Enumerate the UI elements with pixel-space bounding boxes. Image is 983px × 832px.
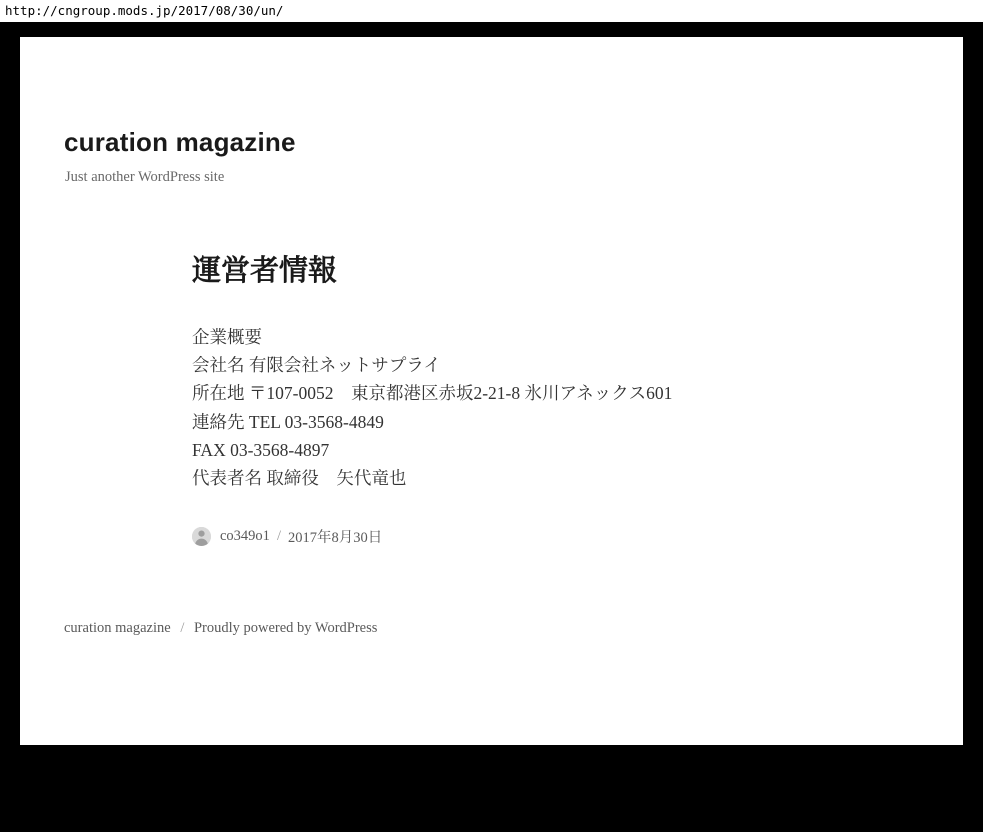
content-line: FAX 03-3568-4897 (192, 440, 330, 461)
entry-meta (192, 526, 963, 547)
entry-content (192, 323, 963, 493)
footer-site-name[interactable]: curation magazine (64, 619, 171, 636)
content-line: 連絡先 TEL 03-3568-4849 (192, 411, 384, 432)
avatar (192, 527, 211, 546)
content-line: 代表者名 取締役 矢代竜也 (192, 468, 407, 489)
browser-url-bar[interactable] (0, 0, 983, 22)
page-content (20, 37, 963, 745)
page-title: 運営者情報 (192, 255, 338, 288)
content-line: 会社名 有限会社ネットサプライ (192, 355, 441, 376)
meta-separator: / (276, 527, 281, 544)
url-text: http://cngroup.mods.jp/2017/08/30/un/ (5, 3, 284, 18)
site-header (20, 37, 963, 187)
site-title[interactable]: curation magazine (64, 127, 296, 157)
site-description: Just another WordPress site (65, 169, 225, 186)
main-content (20, 187, 963, 547)
footer-separator: / (180, 619, 185, 636)
post-article (192, 253, 963, 547)
post-date[interactable]: 2017年8月30日 (287, 529, 383, 546)
content-line: 企業概要 (192, 326, 262, 347)
site-footer (20, 620, 963, 637)
footer-wordpress-credit[interactable]: Proudly powered by WordPress (193, 619, 378, 636)
browser-viewport (0, 22, 983, 832)
content-line: 所在地 〒107-0052 東京都港区赤坂2-21-8 氷川アネックス601 (192, 383, 673, 404)
post-author[interactable]: co349o1 (220, 527, 270, 544)
